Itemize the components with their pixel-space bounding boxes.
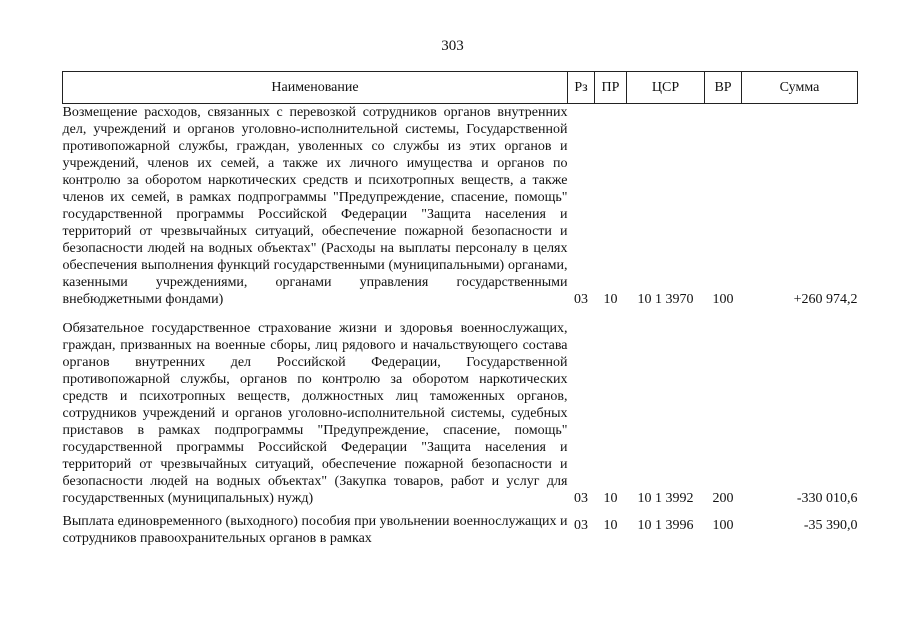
header-vr: ВР xyxy=(705,72,742,104)
budget-table xyxy=(62,71,858,547)
table-row xyxy=(63,320,858,507)
header-name: Наименование xyxy=(63,72,568,104)
header-pr: ПР xyxy=(595,72,627,104)
row-rz: 03 xyxy=(574,518,588,533)
header-rz: Рз xyxy=(568,72,595,104)
row-csr: 10 1 3996 xyxy=(637,518,694,533)
row-vr: 100 xyxy=(712,292,734,307)
row-sum: -35 390,0 xyxy=(803,518,858,533)
header-csr: ЦСР xyxy=(627,72,705,104)
row-name: Выплата единовременного (выходного) пособия при увольнении военнослужащих и сотрудников правоохранительных органов в рамках xyxy=(62,514,568,546)
row-sum: -330 010,6 xyxy=(796,491,858,506)
row-pr: 10 xyxy=(603,518,618,533)
row-rz: 03 xyxy=(574,292,588,307)
row-pr: 10 xyxy=(603,292,618,307)
row-pr: 10 xyxy=(603,491,618,506)
row-vr: 100 xyxy=(712,518,734,533)
table-row xyxy=(63,104,858,309)
row-csr: 10 1 3970 xyxy=(637,292,694,307)
table-header-row xyxy=(63,72,858,104)
row-spacer xyxy=(63,308,858,320)
header-sum: Сумма xyxy=(742,72,858,104)
table-row xyxy=(63,507,858,547)
row-rz: 03 xyxy=(574,491,588,506)
row-csr: 10 1 3992 xyxy=(637,491,694,506)
row-name: Обязательное государственное страхование жизни и здоровья военнослужащих, граждан, призванных на военные сборы, лиц рядового и начальствующего состава органов внутренних дел Российской Федерации, Государственной противопожарной службы, органов по контролю за оборотом наркотических средств и психотропных веществ, должностных лиц таможенных органов, сотрудников учреждений и органов уголовно-исполнительной системы, судебных приставов в рамках подпрограммы "Предупреждение, спасение, помощь" государственной программы Российской Федерации "Защита населения и территорий от чрезвычайных ситуаций, обеспечение пожарной безопасности и безопасности людей на водных объектах" (Закупка товаров, работ и услуг для государственных (муниципальных) нужд) xyxy=(62,321,568,506)
row-name: Возмещение расходов, связанных с перевозкой сотрудников органов внутренних дел, учреждений и органов уголовно-исполнительной системы, Государственной противопожарной службы, граждан, уволенных со службы из этих органов и учреждений, членов их семей, а также их личного имущества и органов по контролю за оборотом наркотических средств и психотропных веществ, а также членов их семей, в рамках подпрограммы "Предупреждение, спасение, помощь" государственной программы Российской Федерации "Защита населения и территорий от чрезвычайных ситуаций, обеспечение пожарной безопасности и безопасности людей на водных объектах" (Расходы на выплаты персоналу в целях обеспечения выполнения функций государственными (муниципальными) органами, казенными учреждениями, органами управления государственными внебюджетными фондами) xyxy=(62,105,568,307)
row-vr: 200 xyxy=(712,491,734,506)
row-sum: +260 974,2 xyxy=(793,292,858,307)
page-number: 303 xyxy=(441,38,464,54)
